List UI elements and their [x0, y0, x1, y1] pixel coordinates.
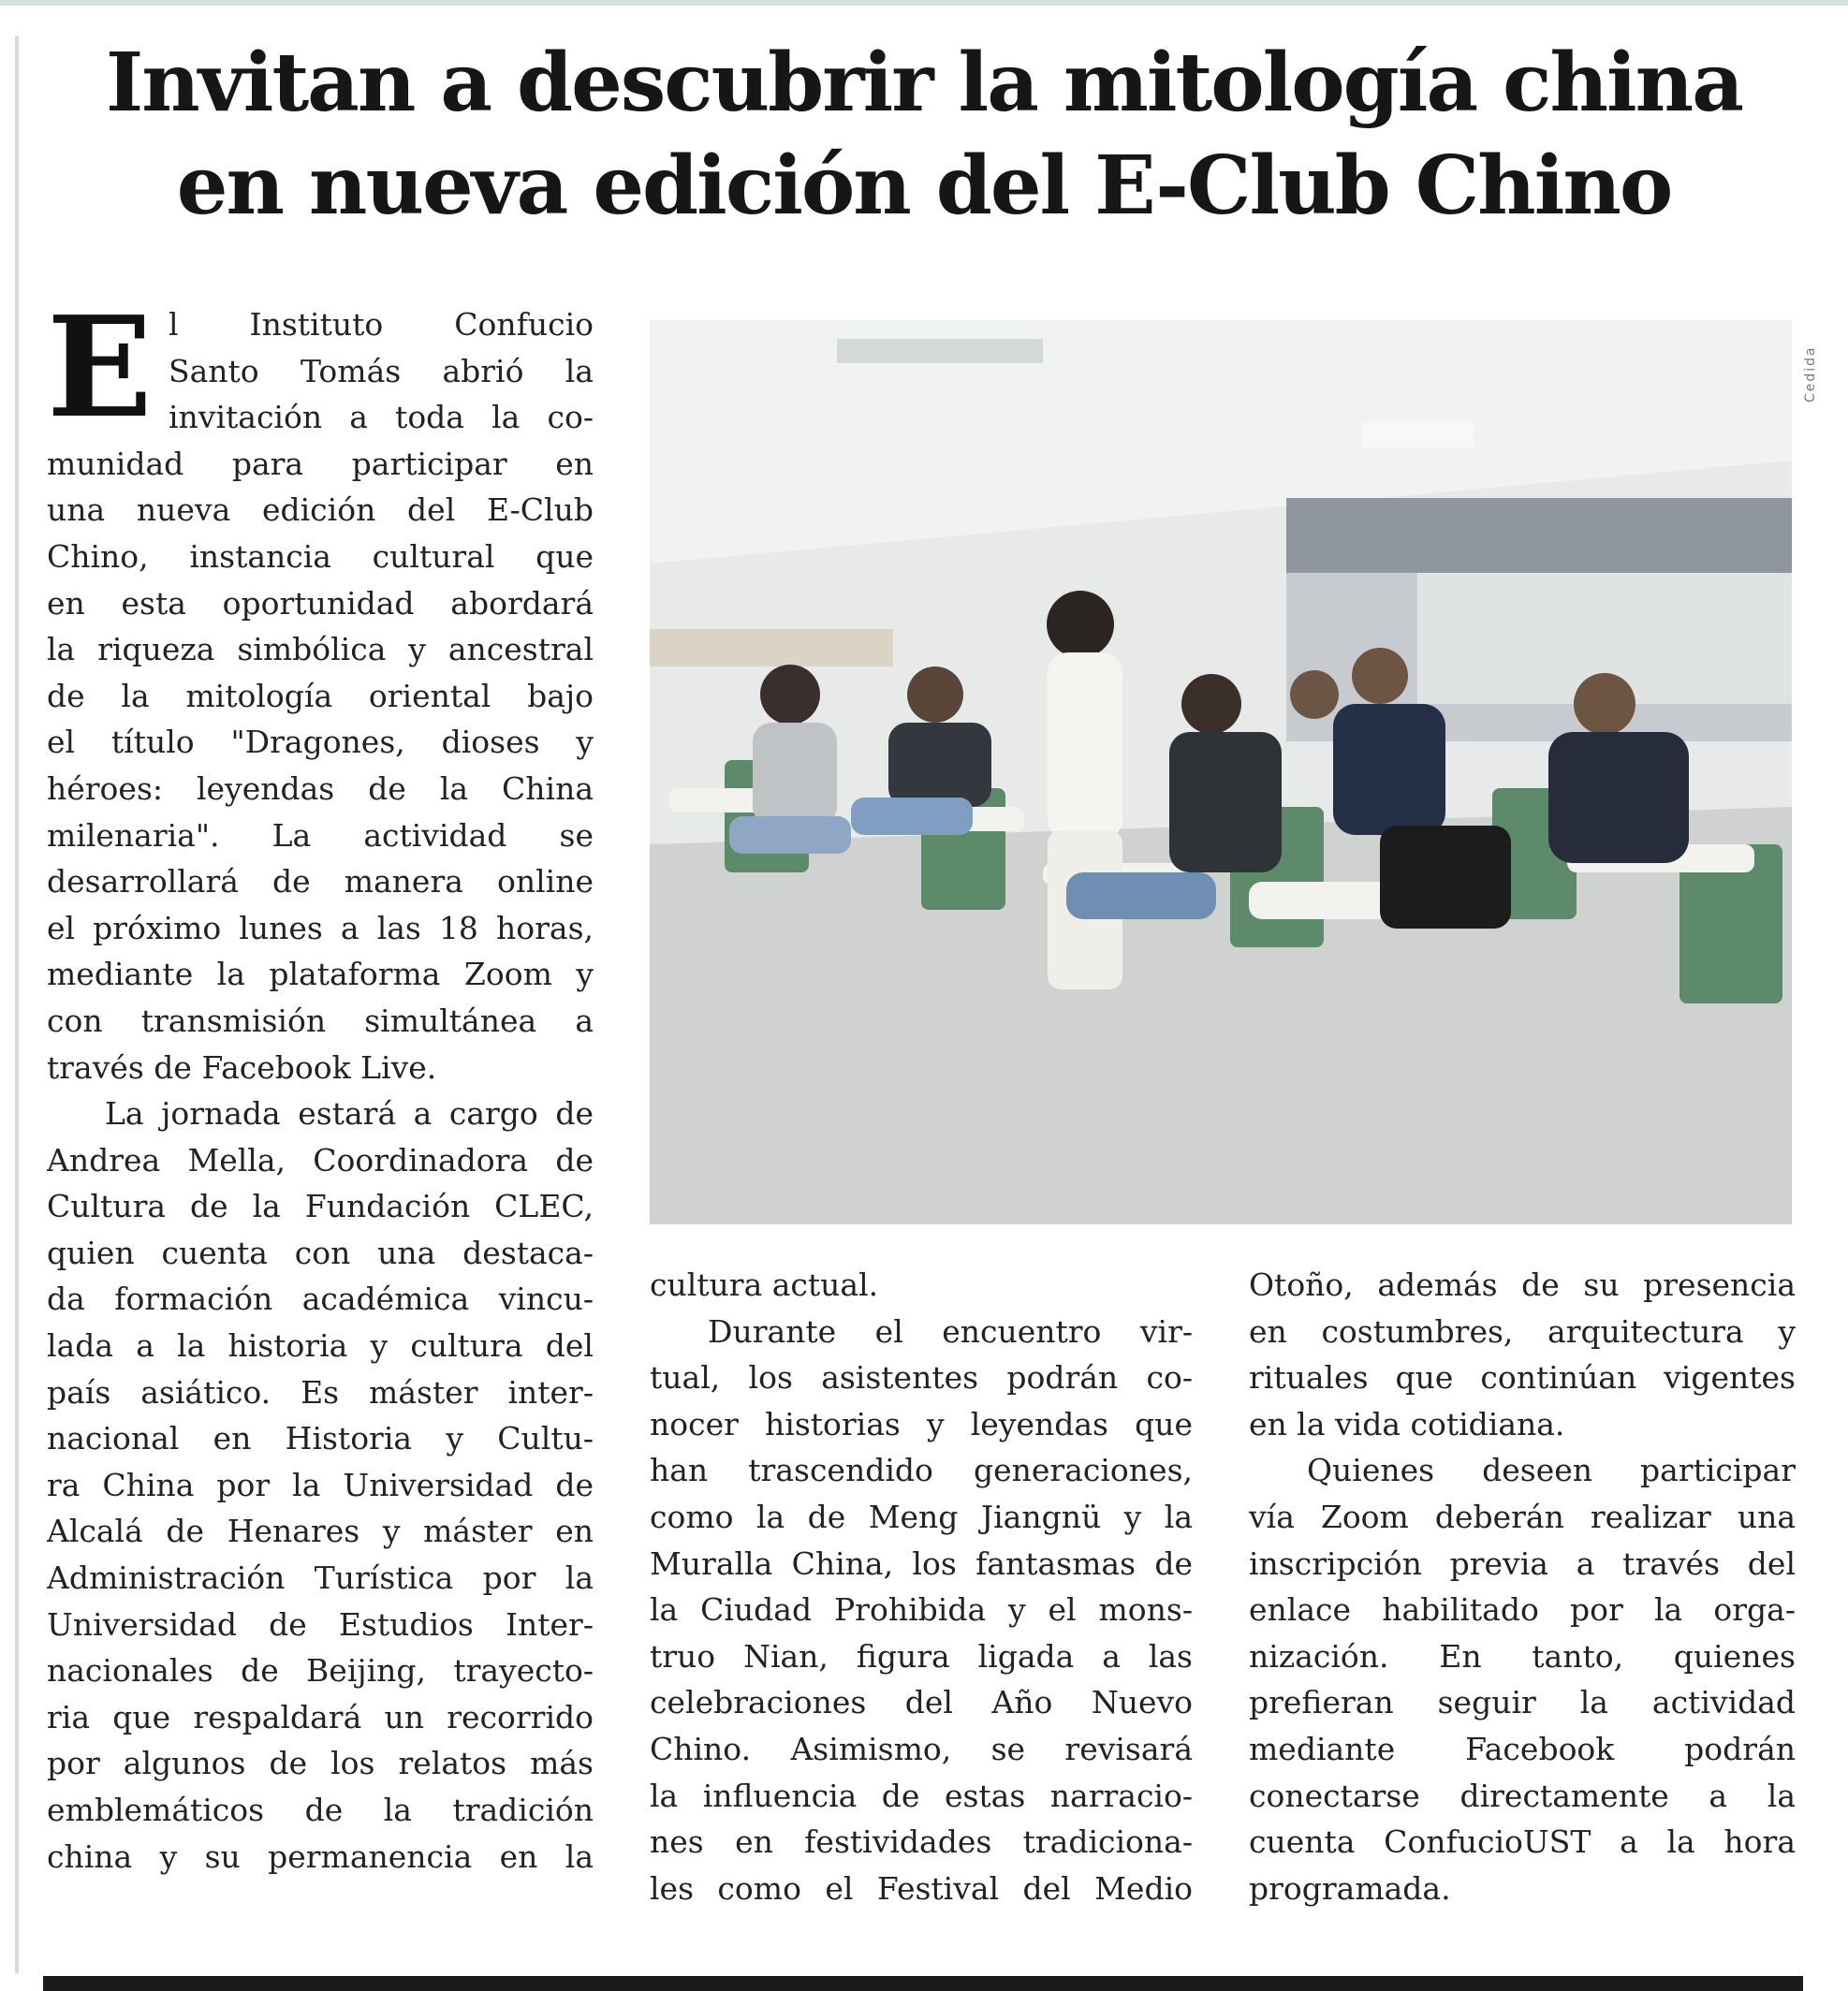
text-line: quien cuenta con una destaca-: [47, 1234, 594, 1271]
text-line: tual, los asistentes podrán co-: [650, 1359, 1193, 1397]
text-line: nización. En tanto, quienes: [1249, 1637, 1796, 1675]
text-line: cultura actual.: [650, 1266, 879, 1303]
headline-line-1: Invitan a descubrir la mitología china: [106, 36, 1742, 130]
article-column-1: [47, 285, 594, 1880]
text-line: Universidad de Estudios Inter-: [47, 1605, 594, 1643]
text-line: enlace habilitado por la orga-: [1249, 1591, 1796, 1629]
text-line: cuenta ConfucioUST a la hora: [1249, 1823, 1796, 1861]
text-line: una nueva edición del E-Club: [47, 491, 594, 529]
column-2-body: [650, 1262, 1193, 1911]
left-rule: [15, 36, 19, 1973]
text-line: milenaria". La actividad se: [47, 816, 594, 854]
text-line: nacional en Historia y Cultu-: [47, 1420, 594, 1457]
text-line: han trascendido generaciones,: [650, 1452, 1193, 1489]
text-line: mediante la plataforma Zoom y: [47, 956, 594, 993]
text-line: en esta oportunidad abordará: [47, 584, 594, 622]
text-line: Otoño, además de su presencia: [1249, 1266, 1796, 1303]
bottom-rule: [43, 1976, 1803, 1991]
column-1-body: [47, 285, 594, 1880]
text-line: La jornada estará a cargo de: [105, 1095, 594, 1133]
classroom-photo: [650, 320, 1792, 1224]
photo-credit: Cedida: [1803, 345, 1818, 403]
text-line: munidad para participar en: [47, 445, 594, 482]
text-line: el título "Dragones, dioses y: [47, 724, 594, 761]
text-line: mediante Facebook podrán: [1249, 1730, 1796, 1767]
text-line: prefieran seguir la actividad: [1249, 1684, 1796, 1721]
text-line: nacionales de Beijing, trayecto-: [47, 1652, 594, 1690]
text-line: inscripción previa a través del: [1249, 1544, 1796, 1582]
text-line: l Instituto Confucio: [169, 306, 594, 343]
text-line: el próximo lunes a las 18 horas,: [47, 909, 594, 946]
text-line: Durante el encuentro vir-: [708, 1312, 1193, 1350]
text-line: la influencia de estas narracio-: [650, 1777, 1193, 1814]
text-line: nocer historias y leyendas que: [650, 1405, 1193, 1442]
text-line: vía Zoom deberán realizar una: [1249, 1498, 1796, 1535]
text-line: nes en festividades tradiciona-: [650, 1823, 1193, 1861]
headline-line-2: en nueva edición del E-Club Chino: [176, 139, 1672, 233]
text-line: Alcalá de Henares y máster en: [47, 1513, 594, 1550]
text-line: invitación a toda la co-: [169, 399, 594, 436]
text-line: como la de Meng Jiangnü y la: [650, 1498, 1193, 1535]
text-line: de la mitología oriental bajo: [47, 677, 594, 714]
text-line: la riqueza simbólica y ancestral: [47, 631, 594, 668]
text-line: por algunos de los relatos más: [47, 1745, 594, 1782]
text-line: programada.: [1249, 1869, 1451, 1907]
text-line: Santo Tomás abrió la: [169, 352, 594, 389]
text-line: en costumbres, arquitectura y: [1249, 1312, 1796, 1350]
article-column-2: [650, 1262, 1193, 1911]
classroom-photo-illustration: [650, 320, 1792, 1224]
text-line: ra China por la Universidad de: [47, 1466, 594, 1503]
text-line: Muralla China, los fantasmas de: [650, 1544, 1193, 1582]
text-line: la Ciudad Prohibida y el mons-: [650, 1591, 1193, 1629]
text-line: través de Facebook Live.: [47, 1048, 437, 1086]
top-rule: [0, 0, 1848, 6]
text-line: conectarse directamente a la: [1249, 1777, 1796, 1814]
text-line: rituales que continúan vigentes: [1249, 1359, 1796, 1397]
text-line: Chino. Asimismo, se revisará: [650, 1730, 1193, 1767]
text-line: Administración Turística por la: [47, 1559, 594, 1597]
text-line: héroes: leyendas de la China: [47, 769, 594, 807]
text-line: Chino, instancia cultural que: [47, 537, 594, 575]
text-line: china y su permanencia en la: [47, 1837, 594, 1875]
headline: [37, 32, 1811, 238]
text-line: país asiático. Es máster inter-: [47, 1373, 594, 1411]
text-line: Cultura de la Fundación CLEC,: [47, 1188, 594, 1225]
text-line: en la vida cotidiana.: [1249, 1405, 1565, 1442]
text-line: da formación académica vincu-: [47, 1281, 594, 1318]
text-line: lada a la historia y cultura del: [47, 1327, 594, 1365]
text-line: les como el Festival del Medio: [650, 1869, 1193, 1907]
text-line: desarrollará de manera online: [47, 863, 594, 900]
article-column-3: [1249, 1262, 1796, 1911]
text-line: ria que respaldará un recorrido: [47, 1698, 594, 1735]
text-line: truo Nian, figura ligada a las: [650, 1637, 1193, 1675]
text-line: emblemáticos de la tradición: [47, 1792, 594, 1828]
drop-cap: E: [47, 285, 153, 448]
text-line: con transmisión simultánea a: [47, 1002, 594, 1039]
text-line: Andrea Mella, Coordinadora de: [47, 1141, 594, 1178]
text-line: celebraciones del Año Nuevo: [650, 1684, 1193, 1721]
column-3-body: [1249, 1262, 1796, 1911]
text-line: Quienes deseen participar: [1307, 1452, 1796, 1489]
